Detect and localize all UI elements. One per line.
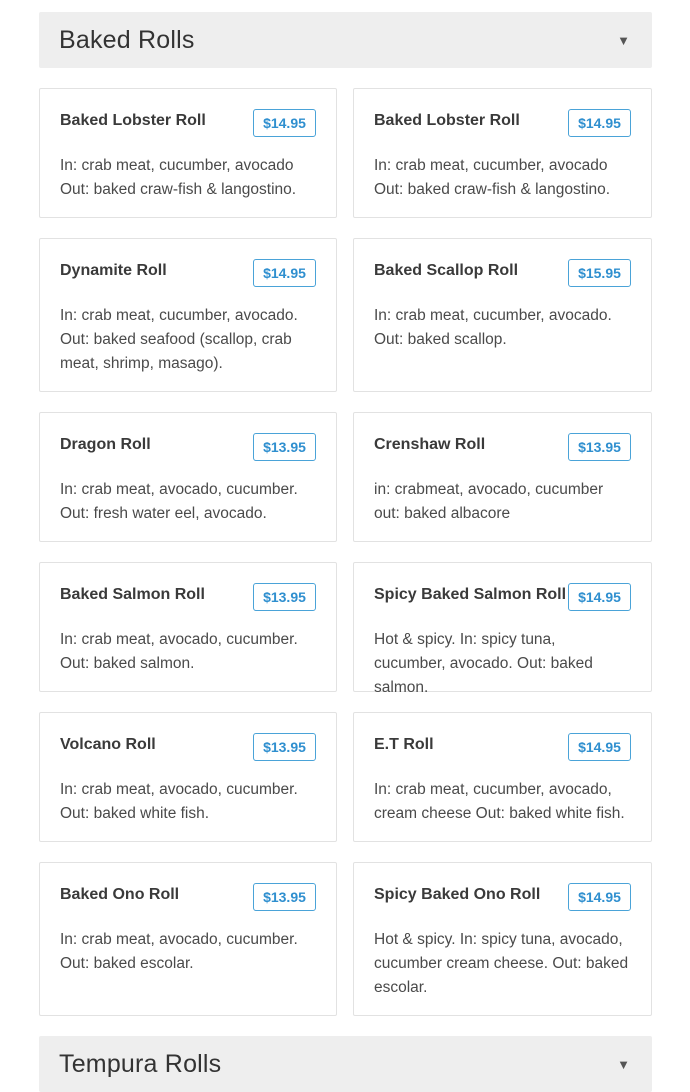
section-header-baked-rolls[interactable] (39, 12, 652, 68)
item-description: In: crab meat, cucumber, avocado. Out: baked seafood (scallop, crab meat, shrimp, masago). (60, 307, 298, 372)
item-description: Hot & spicy. In: spicy tuna, avocado, cucumber cream cheese. Out: baked escolar. (374, 931, 629, 996)
menu-item-card[interactable] (353, 238, 652, 392)
price-badge: $14.95 (253, 109, 316, 137)
item-description: Hot & spicy. In: spicy tuna, cucumber, avocado. Out: baked salmon. (374, 631, 593, 696)
price-badge: $13.95 (253, 583, 316, 611)
menu-item-card[interactable] (39, 412, 337, 542)
item-name: Baked Lobster Roll (60, 112, 206, 129)
item-name: Crenshaw Roll (374, 436, 486, 453)
item-description: In: crab meat, cucumber, avocado, cream cheese Out: baked white fish. (374, 781, 625, 822)
price-badge: $13.95 (568, 433, 631, 461)
menu-item-card[interactable] (353, 562, 652, 696)
menu-item-card[interactable] (353, 712, 652, 842)
chevron-down-icon: ▼ (617, 1056, 630, 1072)
item-name: Dragon Roll (60, 436, 151, 453)
item-name: Baked Lobster Roll (374, 112, 520, 129)
item-name: Spicy Baked Ono Roll (374, 886, 541, 903)
price-badge: $13.95 (253, 883, 316, 911)
price-badge: $14.95 (568, 109, 631, 137)
item-name: Volcano Roll (60, 736, 156, 753)
menu-item-card[interactable] (39, 88, 337, 218)
menu-item-card[interactable] (353, 862, 652, 1016)
price-badge: $14.95 (253, 259, 316, 287)
price-badge: $14.95 (568, 733, 631, 761)
menu-item-card[interactable] (353, 88, 652, 218)
menu-item-card[interactable] (39, 712, 337, 842)
price-badge: $14.95 (568, 883, 631, 911)
item-description: In: crab meat, cucumber, avocado Out: baked craw-fish & langostino. (60, 157, 297, 198)
section-title: Baked Rolls (59, 25, 195, 54)
menu-item-card[interactable] (39, 238, 337, 392)
item-description: In: crab meat, avocado, cucumber. Out: baked white fish. (60, 781, 298, 822)
item-description: In: crab meat, cucumber, avocado Out: baked craw-fish & langostino. (374, 157, 611, 198)
item-description: In: crab meat, cucumber, avocado. Out: baked scallop. (374, 307, 612, 348)
item-name: Baked Salmon Roll (60, 586, 205, 603)
item-name: E.T Roll (374, 736, 434, 753)
section-header-tempura-rolls[interactable] (39, 1036, 652, 1092)
item-description: In: crab meat, avocado, cucumber. Out: baked salmon. (60, 631, 298, 672)
section-title: Tempura Rolls (59, 1049, 222, 1078)
menu-item-card[interactable] (39, 562, 337, 692)
menu-item-card[interactable] (39, 862, 337, 1016)
chevron-down-icon: ▼ (617, 32, 630, 48)
item-description: in: crabmeat, avocado, cucumber out: baked albacore (374, 481, 604, 522)
item-description: In: crab meat, avocado, cucumber. Out: baked escolar. (60, 931, 298, 972)
price-badge: $13.95 (253, 733, 316, 761)
price-badge: $15.95 (568, 259, 631, 287)
item-name: Spicy Baked Salmon Roll (374, 586, 567, 603)
price-badge: $14.95 (568, 583, 631, 611)
item-name: Dynamite Roll (60, 262, 167, 279)
menu-item-card[interactable] (353, 412, 652, 542)
item-name: Baked Ono Roll (60, 886, 180, 903)
price-badge: $13.95 (253, 433, 316, 461)
item-name: Baked Scallop Roll (374, 262, 519, 279)
item-description: In: crab meat, avocado, cucumber. Out: fresh water eel, avocado. (60, 481, 298, 522)
